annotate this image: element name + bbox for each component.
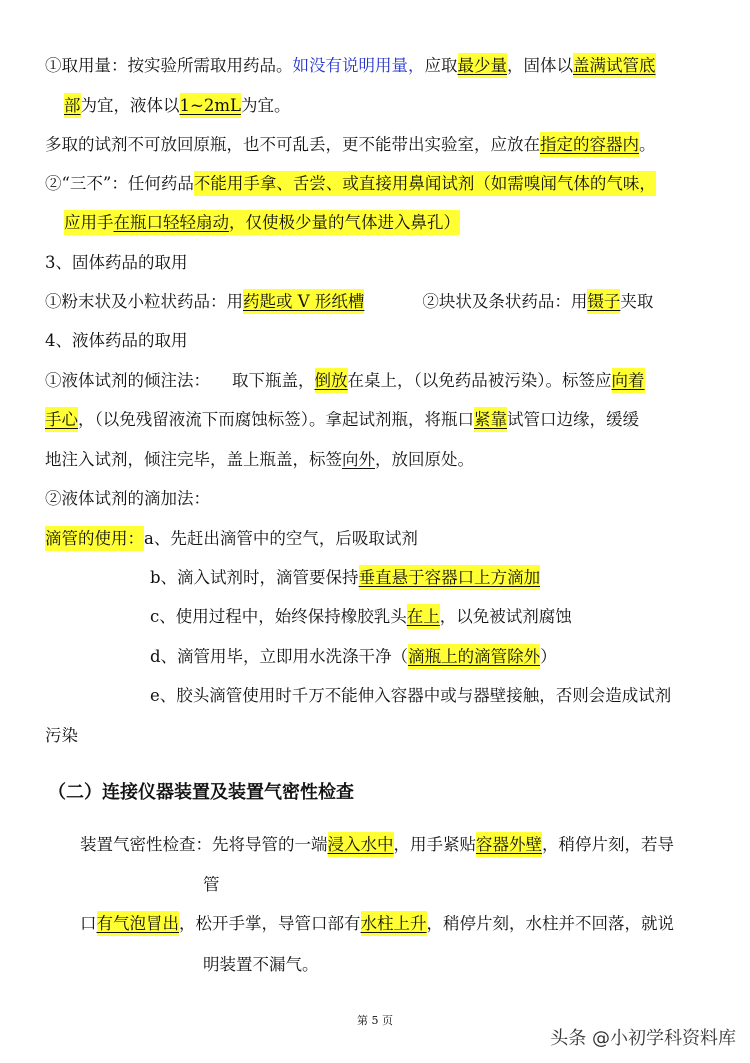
text: a、先赶出滴管中的空气，后吸取试剂 xyxy=(144,529,418,548)
text: 地注入试剂，倾注完毕，盖上瓶盖，标签 xyxy=(45,450,342,469)
text: 。 xyxy=(639,135,656,154)
text: ②块状及条状药品：用 xyxy=(422,292,588,311)
highlighted-term: 滴管的使用： xyxy=(45,526,144,551)
text-line xyxy=(45,290,653,314)
section-title: （二）连接仪器装置及装置气密性检查 xyxy=(48,782,354,803)
text: b、滴入试剂时，滴管要保持 xyxy=(150,568,359,587)
highlighted-term: 最少量 xyxy=(458,53,508,78)
highlighted-term: ，仅使极少量的气体进入鼻孔） xyxy=(229,210,460,235)
highlighted-term: 有气泡冒出 xyxy=(97,911,180,936)
text: 为宜。 xyxy=(240,96,291,115)
text-line xyxy=(80,912,674,936)
highlighted-term: 在上 xyxy=(407,604,440,629)
text: ，以免被试剂腐蚀 xyxy=(439,607,572,626)
highlighted-term: 镊子 xyxy=(587,289,620,314)
text: ，稍停片刻，水柱并不回落，就说 xyxy=(426,914,674,933)
highlighted-term: 浸入水中 xyxy=(328,832,394,857)
page-number: 第 5 页 xyxy=(357,1014,393,1027)
highlighted-term: 药匙或 V 形纸槽 xyxy=(243,289,364,314)
text-line xyxy=(45,172,656,196)
text: ①粉末状及小粒状药品：用 xyxy=(45,292,243,311)
highlighted-term: 应用手 xyxy=(64,210,114,235)
text: ①取用量：按实验所需取用药品。 xyxy=(45,56,293,75)
text: ，固体以 xyxy=(507,56,573,75)
text-line xyxy=(45,54,656,78)
text: 取下瓶盖， xyxy=(232,371,315,390)
text: d、滴管用毕，立即用水洗涤干净（ xyxy=(150,647,409,666)
text: ） xyxy=(540,647,557,666)
text-line xyxy=(64,211,460,235)
highlighted-term: 紧靠 xyxy=(474,407,507,432)
text: ，放回原处。 xyxy=(375,450,474,469)
text-line: 管 xyxy=(203,875,220,894)
text: ，稍停片刻，若导 xyxy=(542,835,674,854)
text-line xyxy=(150,566,540,590)
text-line: ②液体试剂的滴加法： xyxy=(45,489,210,508)
text-line: e、胶头滴管使用时千万不能伸入容器中或与器壁接触，否则会造成试剂 xyxy=(150,686,672,705)
watermark: 头条 @小初学科资料库 xyxy=(550,1028,736,1049)
text: ②“三不”：任何药品 xyxy=(45,174,194,193)
highlighted-term: 水柱上升 xyxy=(361,911,427,936)
highlighted-term: 垂直悬于容器口上方滴加 xyxy=(359,565,541,590)
text-line xyxy=(150,605,572,629)
text: 装置气密性检查：先将导管的一端 xyxy=(80,835,328,854)
text-line xyxy=(45,408,639,432)
text: 多取的试剂不可放回原瓶，也不可乱丢，更不能带出实验室，应放在 xyxy=(45,135,540,154)
highlighted-term: 1~2mL xyxy=(180,93,241,118)
highlighted-term: 向着 xyxy=(612,368,645,393)
text: ①液体试剂的倾注法： xyxy=(45,371,210,390)
text: 在桌上，（以免药品被污染）。标签应 xyxy=(347,371,612,390)
text-line xyxy=(150,645,557,669)
text-line xyxy=(80,833,674,857)
highlighted-term: 滴瓶上的滴管除外 xyxy=(408,644,540,669)
text-line: 污染 xyxy=(45,726,78,745)
text: 应取 xyxy=(424,56,458,75)
text-line xyxy=(45,527,418,551)
text-line: 明装置不漏气。 xyxy=(203,955,319,974)
text: ，用手紧贴 xyxy=(393,835,476,854)
section-heading: 3、固体药品的取用 xyxy=(45,253,188,272)
highlighted-term: 不能用手拿、舌尝、或直接用鼻闻试剂（如需嗅闻气体的气味， xyxy=(194,171,656,196)
highlighted-term: 倒放 xyxy=(315,368,348,393)
text: c、使用过程中，始终保持橡胶乳头 xyxy=(150,607,407,626)
highlighted-term: 容器外壁 xyxy=(476,832,542,857)
section-heading: 4、液体药品的取用 xyxy=(45,331,188,350)
text: 口 xyxy=(80,914,97,933)
text: ，（以免残留液流下而腐蚀标签）。拿起试剂瓶，将瓶口 xyxy=(78,410,474,429)
text-line xyxy=(45,369,645,393)
highlighted-term: 指定的容器内 xyxy=(540,132,639,157)
highlighted-term: 手心 xyxy=(45,407,78,432)
text-line xyxy=(45,448,474,472)
text: ，松开手掌，导管口部有 xyxy=(179,914,361,933)
text: 为宜，液体以 xyxy=(80,96,180,115)
highlighted-term: 在瓶口轻轻扇动 xyxy=(114,210,230,235)
underlined-term: 向外 xyxy=(342,450,375,469)
highlighted-term: 盖满试管底 xyxy=(573,53,656,78)
text-line xyxy=(45,133,656,157)
text-line xyxy=(64,94,290,118)
text: 夹取 xyxy=(620,292,654,311)
highlight-blue-text: 如没有说明用量， xyxy=(292,56,425,75)
text: 试管口边缘，缓缓 xyxy=(507,410,639,429)
highlighted-term: 部 xyxy=(64,93,81,118)
